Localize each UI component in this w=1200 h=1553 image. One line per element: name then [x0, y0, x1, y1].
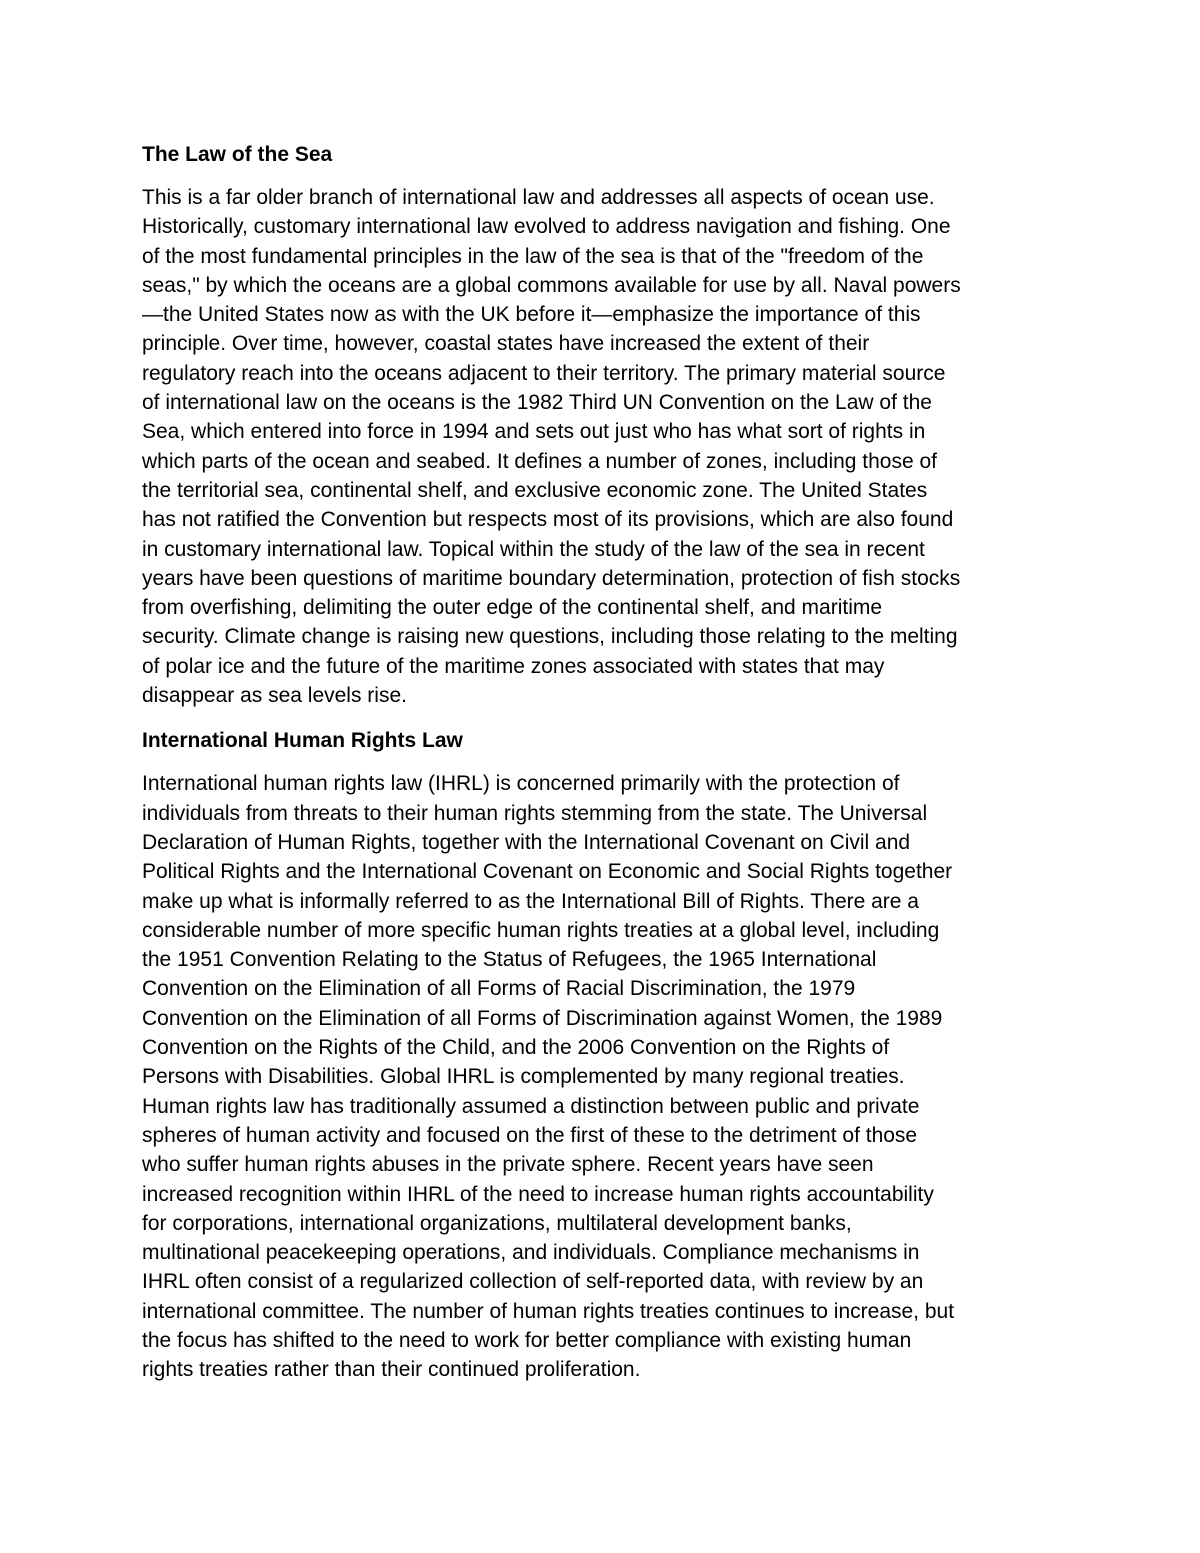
paragraph-line: Human rights law has traditionally assumed a distinction between public and private: [142, 1094, 920, 1118]
paragraph-line: which parts of the ocean and seabed. It defines a number of zones, including those of: [142, 449, 938, 473]
section-international-human-rights-law: [142, 726, 1058, 1384]
paragraph-line: Historically, customary international law evolved to address navigation and fishing. One: [142, 215, 951, 239]
paragraph-line: seas," by which the oceans are a global commons available for use by all. Naval powers: [142, 273, 961, 297]
paragraph-line: the 1951 Convention Relating to the Status of Refugees, the 1965 International: [142, 948, 877, 972]
paragraph-line: of the most fundamental principles in the law of the sea is that of the "freedom of the: [142, 244, 924, 268]
paragraph-line: rights treaties rather than their continued proliferation.: [142, 1358, 641, 1382]
paragraph-line: Convention on the Rights of the Child, and the 2006 Convention on the Rights of: [142, 1036, 890, 1060]
paragraph-line: considerable number of more specific human rights treaties at a global level, including: [142, 918, 940, 942]
section-heading: International Human Rights Law: [142, 729, 463, 753]
paragraph-line: increased recognition within IHRL of the need to increase human rights accountability: [142, 1182, 934, 1206]
paragraph-line: years have been questions of maritime boundary determination, protection of fish stocks: [142, 566, 961, 590]
paragraph-line: who suffer human rights abuses in the private sphere. Recent years have seen: [142, 1153, 874, 1177]
paragraph-line: of international law on the oceans is the 1982 Third UN Convention on the Law of the: [142, 391, 932, 415]
section-paragraph: [142, 769, 1058, 1384]
paragraph-line: principle. Over time, however, coastal states have increased the extent of their: [142, 332, 870, 356]
paragraph-line: IHRL often consist of a regularized collection of self-reported data, with review by an: [142, 1270, 924, 1294]
paragraph-line: individuals from threats to their human rights stemming from the state. The Universal: [142, 801, 928, 825]
paragraph-line: from overfishing, delimiting the outer edge of the continental shelf, and maritime: [142, 596, 883, 620]
paragraph-line: Political Rights and the International Covenant on Economic and Social Rights together: [142, 860, 953, 884]
paragraph-line: regulatory reach into the oceans adjacent to their territory. The primary material source: [142, 361, 946, 385]
paragraph-line: security. Climate change is raising new questions, including those relating to the melting: [142, 625, 958, 649]
section-paragraph: [142, 183, 1058, 710]
paragraph-line: Sea, which entered into force in 1994 and sets out just who has what sort of rights in: [142, 420, 926, 444]
paragraph-line: the focus has shifted to the need to work for better compliance with existing human: [142, 1328, 912, 1352]
paragraph-line: has not ratified the Convention but respects most of its provisions, which are also found: [142, 508, 954, 532]
section-law-of-the-sea: [142, 140, 1058, 710]
section-heading: The Law of the Sea: [142, 143, 333, 166]
paragraph-line: the territorial sea, continental shelf, and exclusive economic zone. The United States: [142, 478, 928, 502]
paragraph-line: Convention on the Elimination of all Forms of Racial Discrimination, the 1979: [142, 977, 856, 1001]
paragraph-line: Declaration of Human Rights, together with the International Covenant on Civil and: [142, 830, 911, 854]
paragraph-line: —the United States now as with the UK before it—emphasize the importance of this: [142, 303, 921, 327]
paragraph-line: multinational peacekeeping operations, and individuals. Compliance mechanisms in: [142, 1241, 920, 1265]
paragraph-line: Convention on the Elimination of all Forms of Discrimination against Women, the 1989: [142, 1006, 943, 1030]
paragraph-line: Persons with Disabilities. Global IHRL is complemented by many regional treaties.: [142, 1065, 905, 1089]
paragraph-line: for corporations, international organizations, multilateral development banks,: [142, 1211, 852, 1235]
paragraph-line: in customary international law. Topical within the study of the law of the sea in recent: [142, 537, 925, 561]
document-page: [142, 140, 1058, 1401]
paragraph-line: make up what is informally referred to as the International Bill of Rights. There are a: [142, 889, 919, 913]
paragraph-line: This is a far older branch of international law and addresses all aspects of ocean use.: [142, 186, 935, 209]
paragraph-line: International human rights law (IHRL) is concerned primarily with the protection of: [142, 772, 900, 796]
paragraph-line: spheres of human activity and focused on the first of these to the detriment of those: [142, 1123, 918, 1147]
paragraph-line: of polar ice and the future of the maritime zones associated with states that may: [142, 654, 885, 678]
paragraph-line: disappear as sea levels rise.: [142, 684, 407, 708]
paragraph-line: international committee. The number of human rights treaties continues to increase, but: [142, 1299, 955, 1323]
